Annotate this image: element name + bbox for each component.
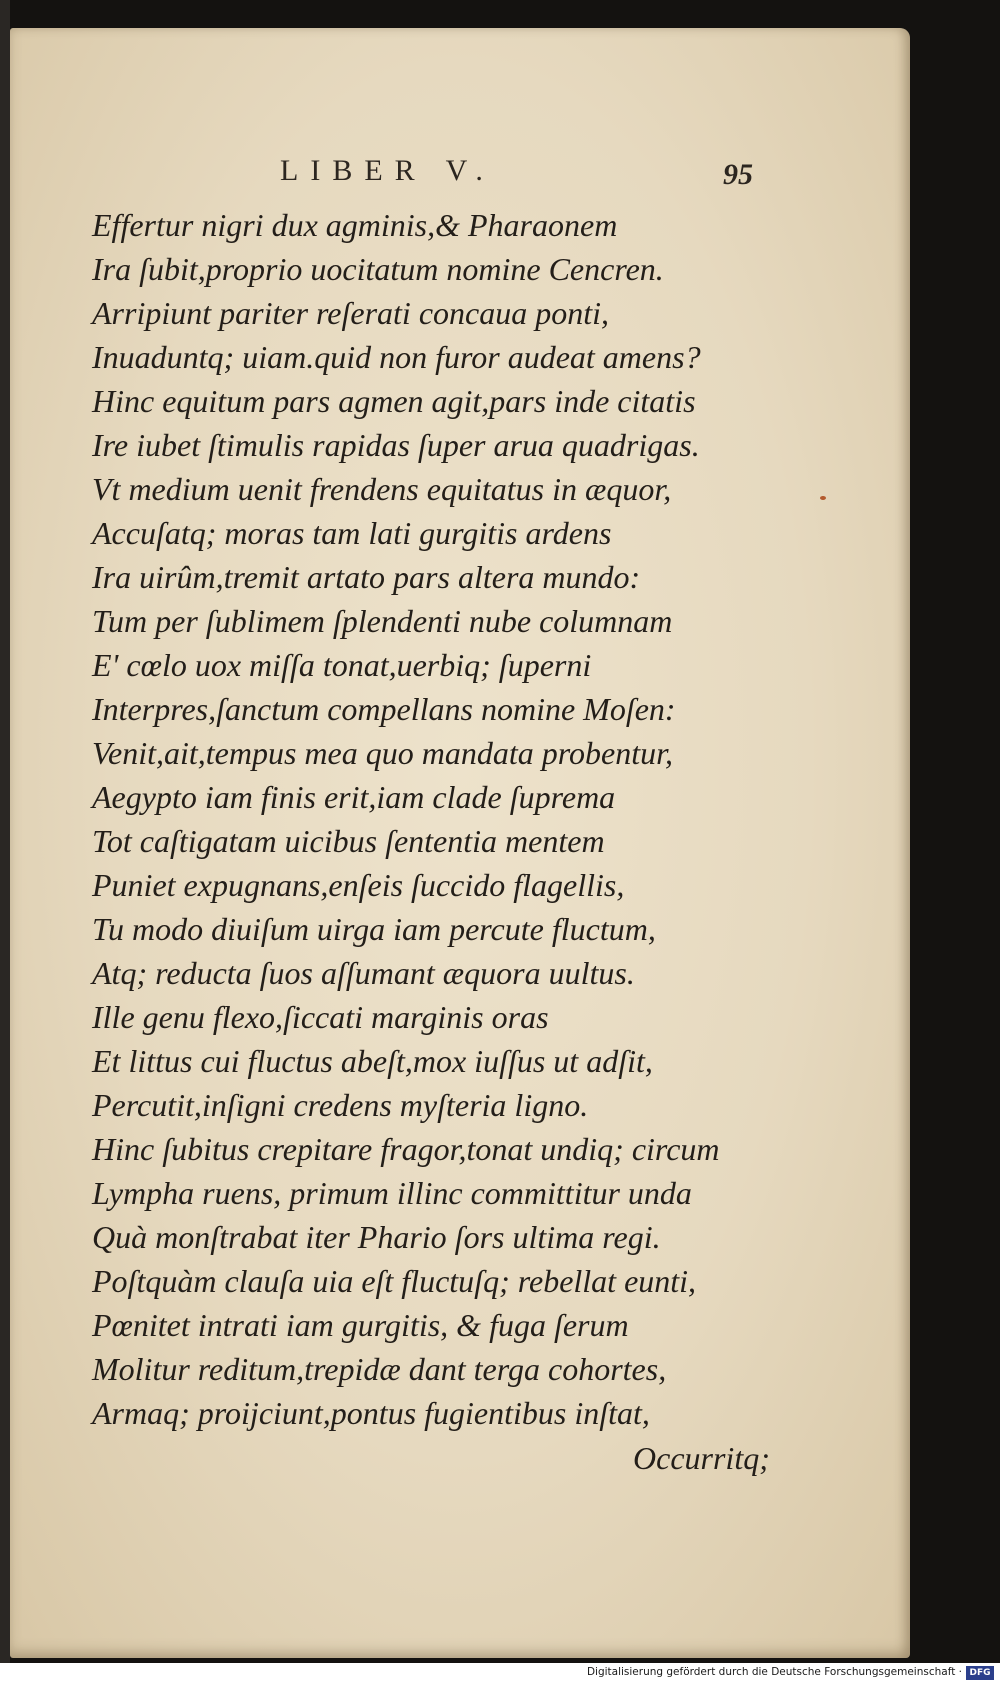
verse-line: Effertur nigri dux agminis,& Pharaonem [92, 207, 618, 243]
verse-line: Aegypto iam finis erit,iam clade ſuprema [92, 779, 616, 815]
page-number: 95 [723, 158, 753, 191]
dfg-logo: DFG [966, 1666, 994, 1680]
verse-line: E' cœlo uox miſſa tonat,uerbiq; ſuperni [92, 647, 592, 683]
verse-line: Quà monſtrabat iter Phario ſors ultima regi. [92, 1219, 661, 1255]
book-page [10, 28, 910, 1658]
verse-line: Ira uirûm,tremit artato pars altera mundo: [92, 559, 641, 595]
verse-line: Interpres,ſanctum compellans nomine Moſen: [92, 691, 676, 727]
catchword: Occurritq; [633, 1440, 770, 1476]
verse-line: Puniet expugnans,enſeis ſuccido flagellis, [92, 867, 625, 903]
verse-line: Tum per ſublimem ſplendenti nube columnam [92, 603, 673, 639]
verse-line: Poſtquàm clauſa uia eſt fluctuſq; rebellat eunti, [92, 1263, 697, 1299]
verse-line: Ire iubet ſtimulis rapidas ſuper arua quadrigas. [92, 427, 700, 463]
verse-line: Molitur reditum,trepidæ dant terga cohortes, [92, 1351, 667, 1387]
verse-line: Inuaduntq; uiam.quid non furor audeat amens? [92, 339, 701, 375]
verse-line: Et littus cui fluctus abeſt,mox iuſſus ut adſit, [92, 1043, 653, 1079]
ink-spot [820, 496, 826, 500]
verse-line: Tu modo diuiſum uirga iam percute fluctum, [92, 911, 656, 947]
verse-line: Arripiunt pariter reſerati concaua ponti, [92, 295, 609, 331]
funding-credit: Digitalisierung gefördert durch die Deutsche Forschungsgemeinschaft · [586, 1666, 962, 1678]
verse-line: Lympha ruens, primum illinc committitur unda [92, 1175, 692, 1211]
verse-line: Tot caſtigatam uicibus ſententia mentem [92, 823, 605, 859]
binding-edge [0, 0, 10, 1684]
verse-line: Percutit,inſigni credens myſteria ligno. [92, 1087, 589, 1123]
verse-line: Vt medium uenit frendens equitatus in æquor, [92, 471, 672, 507]
verse-line: Ille genu flexo,ſiccati marginis oras [92, 999, 549, 1035]
verse-line: Armaq; proijciunt,pontus fugientibus inſtat, [92, 1395, 650, 1431]
verse-line: Atq; reducta ſuos aſſumant æquora uultus. [92, 955, 635, 991]
verse-line: Pœnitet intrati iam gurgitis, & fuga ſerum [92, 1307, 629, 1343]
verse-line: Venit,ait,tempus mea quo mandata probentur, [92, 735, 673, 771]
verse-line: Accuſatq; moras tam lati gurgitis ardens [92, 515, 612, 551]
verse-line: Hinc equitum pars agmen agit,pars inde citatis [92, 383, 696, 419]
running-head: LIBER V. [280, 154, 495, 187]
digitization-footer [0, 1663, 1000, 1684]
verse-line: Ira ſubit,proprio uocitatum nomine Cencren. [92, 251, 664, 287]
verse-line: Hinc ſubitus crepitare fragor,tonat undiq; circum [92, 1131, 720, 1167]
verse-block [92, 203, 720, 1435]
